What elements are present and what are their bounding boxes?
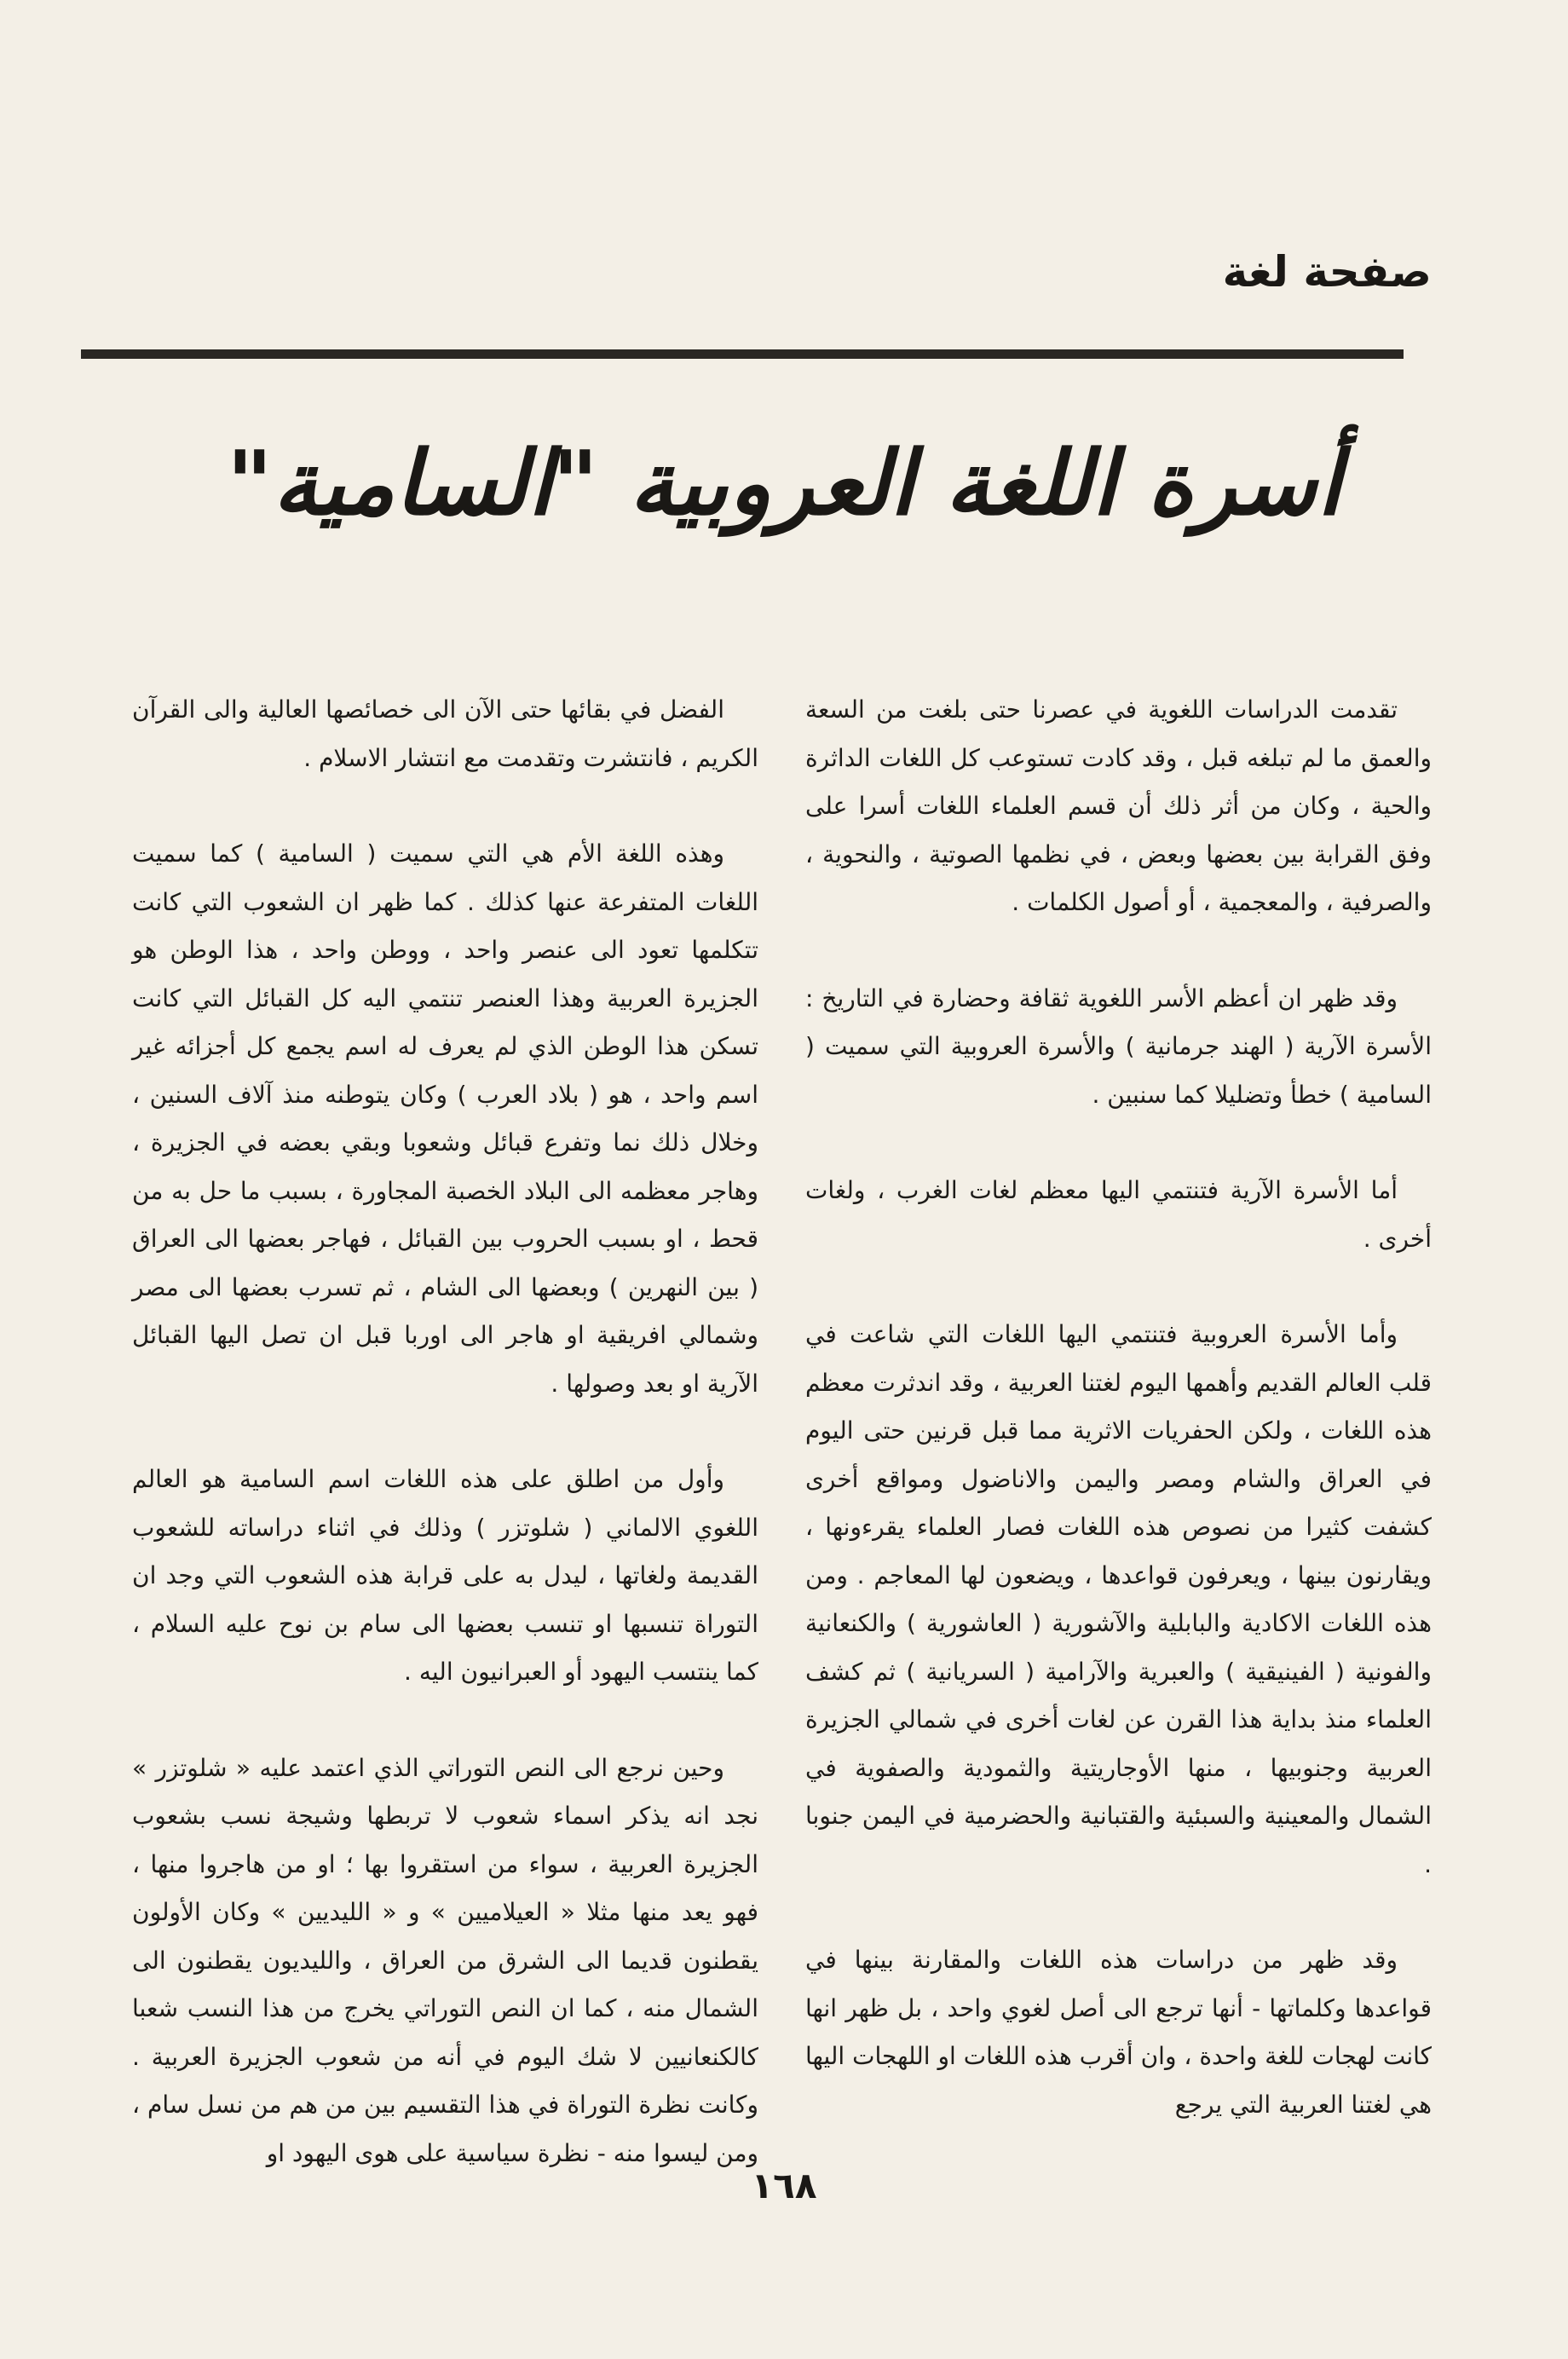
article-column-right <box>805 686 1432 2177</box>
paragraph: وقد ظهر من دراسات هذه اللغات والمقارنة بينها في قواعدها وكلماتها - أنها ترجع الى أصل لغوي واحد ، بل ظهر انها كانت لهجات للغة واحدة ، وان أقرب هذه اللغات او اللهجات اليها هي لغتنا العربية التي يرجع <box>805 1946 1432 2119</box>
paragraph: وأما الأسرة العروبية فتنتمي اليها اللغات التي شاعت في قلب العالم القديم وأهمها اليوم لغتنا العربية ، وقد اندثرت معظم هذه اللغات ، ولكن الحفريات الاثرية مما قبل قرنين حتى اليوم في العراق والشام ومصر واليمن والاناضول ومواقع أخرى كشفت كثيرا من نصوص هذه اللغات فصار العلماء يقرءونها ، ويقارنون بينها ، ويعرفون قواعدها ، ويضعون لها المعاجم . ومن هذه اللغات الاكادية والبابلية والآشورية ( العاشورية ) والكنعانية والفونية ( الفينيقية ) والعبرية والآرامية ( السريانية ) ثم كشف العلماء منذ بداية هذا القرن عن لغات أخرى في شمالي الجزيرة العربية وجنوبيها ، منها الأوجاريتية والثمودية والصفوية في الشمال والمعينية والسبئية والقتبانية والحضرمية في اليمن جنوبا . <box>805 1320 1432 1878</box>
article-column-left <box>132 686 758 2225</box>
paragraph: وقد ظهر ان أعظم الأسر اللغوية ثقافة وحضارة في التاريخ : الأسرة الآرية ( الهند جرمانية ) والأسرة العروبية التي سميت ( السامية ) خطأ وتضليلا كما سنبين . <box>805 983 1432 1109</box>
paragraph: أما الأسرة الآرية فتنتمي اليها معظم لغات الغرب ، ولغات أخرى . <box>805 1176 1432 1253</box>
paragraph: وهذه اللغة الأم هي التي سميت ( السامية ) كما سميت اللغات المتفرعة عنها كذلك . كما ظهر ان الشعوب التي كانت تتكلمها تعود الى عنصر واحد ، ووطن واحد ، هذا الوطن هو الجزيرة العربية وهذا العنصر تنتمي اليه كل القبائل التي كانت تسكن هذا الوطن الذي لم يعرف له اسم يجمع كل أجزائه غير اسم واحد ، هو ( بلاد العرب ) وكان يتوطنه منذ آلاف السنين ، وخلال ذلك نما وتفرع قبائل وشعوبا وبقي بعضه في الجزيرة ، وهاجر معظمه الى البلاد الخصبة المجاورة ، بسبب ما حل به من قحط ، او بسبب الحروب بين القبائل ، فهاجر بعضها الى العراق ( بين النهرين ) وبعضها الى الشام ، ثم تسرب بعضها الى مصر وشمالي افريقية او هاجر الى اوربا قبل ان تصل اليها القبائل الآرية او بعد وصولها . <box>132 839 758 1398</box>
paragraph: تقدمت الدراسات اللغوية في عصرنا حتى بلغت من السعة والعمق ما لم تبلغه قبل ، وقد كادت تستوعب كل اللغات الداثرة والحية ، وكان من أثر ذلك أن قسم العلماء اللغات أسرا على وفق القرابة بين بعضها وبعض ، في نظمها الصوتية ، والنحوية ، والصرفية ، والمعجمية ، أو أصول الكلمات . <box>805 695 1432 916</box>
paragraph: الفضل في بقائها حتى الآن الى خصائصها العالية والى القرآن الكريم ، فانتشرت وتقدمت مع انتشار الاسلام . <box>132 695 758 772</box>
section-label: صفحة لغة <box>1222 247 1432 297</box>
paragraph: وحين نرجع الى النص التوراتي الذي اعتمد عليه « شلوتزر » نجد انه يذكر اسماء شعوب لا تربطها وشيجة نسب بشعوب الجزيرة العربية ، سواء من استقروا بها ؛ او من هاجروا منها ، فهو يعد منها مثلا « العيلاميين » و « الليديين » وكان الأولون يقطنون قديما الى الشرق من العراق ، والليديون يقطنون الى الشمال منه ، كما ان النص التوراتي يخرج من هذا النسب شعبا كالكنعانيين لا شك اليوم في أنه من شعوب الجزيرة العربية . وكانت نظرة التوراة في هذا التقسيم بين من هم من نسل سام ، ومن ليسوا منه - نظرة سياسية على هوى اليهود او <box>132 1753 758 2167</box>
article-title: أسرة اللغة العروبية "السامية" <box>226 430 1342 535</box>
header-divider <box>81 349 1404 359</box>
paragraph: وأول من اطلق على هذه اللغات اسم السامية هو العالم اللغوي الالماني ( شلوتزر ) وذلك في اثناء دراساته للشعوب القديمة ولغاتها ، ليدل به على قرابة هذه الشعوب التي وجد ان التوراة تنسبها او تنسب بعضها الى سام بن نوح عليه السلام ، كما ينتسب اليهود أو العبرانيون اليه . <box>132 1465 758 1686</box>
page-number: ١٦٨ <box>751 2165 817 2206</box>
